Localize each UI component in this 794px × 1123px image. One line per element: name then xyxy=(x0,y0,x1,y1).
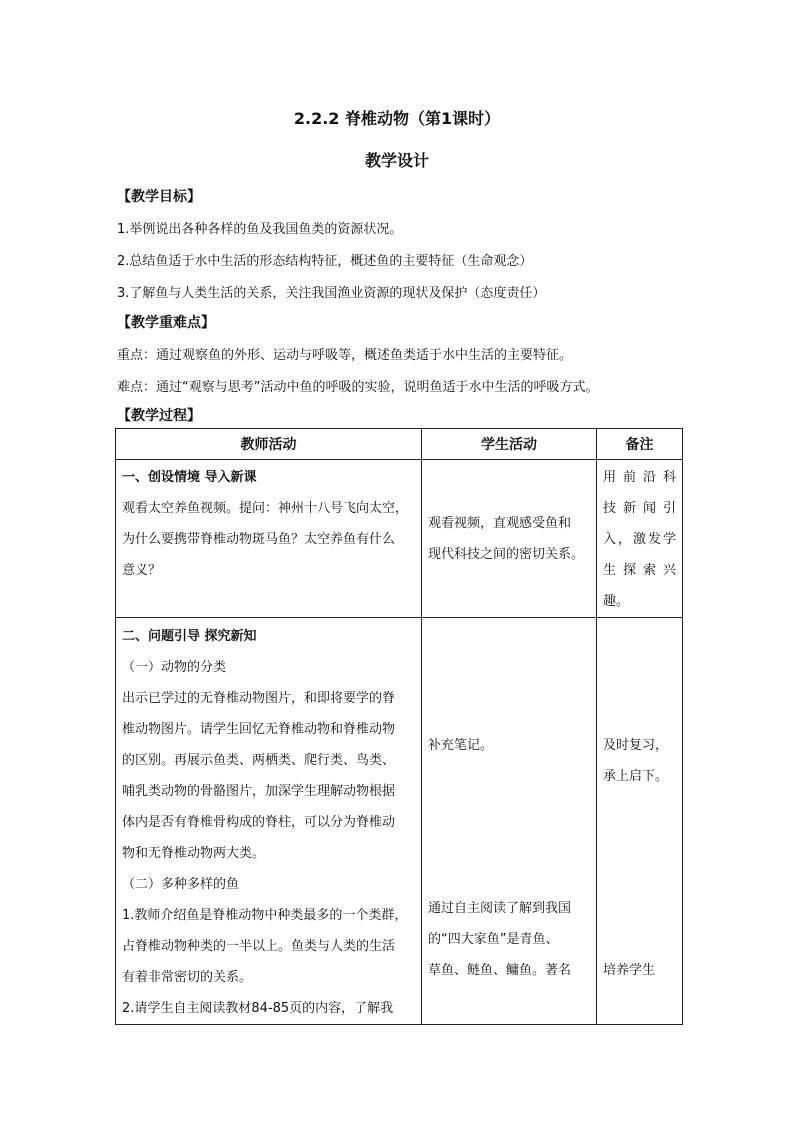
table-row xyxy=(116,460,683,618)
process-heading: 【教学过程】 xyxy=(117,408,201,424)
teacher-activity-cell xyxy=(116,618,422,1025)
text-line: 补充笔记。 xyxy=(428,738,494,753)
table-header-row xyxy=(116,429,683,460)
section-heading: 一、创设情境 导入新课 xyxy=(122,470,257,485)
text-line: 占脊椎动物种类的一半以上。鱼类与人类的生活 xyxy=(122,939,396,954)
text-line: 用前沿科 xyxy=(603,470,676,485)
note-cell xyxy=(597,618,683,1025)
section-heading: 二、问题引导 探究新知 xyxy=(122,629,257,644)
key-point-difficulty: 难点：通过“观察与思考”活动中鱼的呼吸的实验，说明鱼适于水中生活的呼吸方式。 xyxy=(117,380,599,395)
text-line: 培养学生 xyxy=(603,963,656,978)
column-header-note: 备注 xyxy=(597,429,683,460)
text-line: 草鱼、鲢鱼、鳙鱼。著名 xyxy=(428,963,572,978)
student-activity-cell xyxy=(422,618,597,1025)
process-table xyxy=(115,428,683,1025)
column-header-student: 学生活动 xyxy=(422,429,597,460)
student-activity-cell xyxy=(422,460,597,618)
text-line: 承上启下。 xyxy=(603,769,669,784)
goals-heading: 【教学目标】 xyxy=(117,189,201,205)
subsection-heading: （一）动物的分类 xyxy=(122,660,227,675)
table-row xyxy=(116,618,683,1025)
text-line: 观看太空养鱼视频。提问：神州十八号飞向太空， xyxy=(122,501,409,516)
text-line: 的区别。再展示鱼类、两栖类、爬行类、鸟类、 xyxy=(122,753,396,768)
text-line: 意义？ xyxy=(122,563,162,578)
goal-item-1: 1.举例说出各种各样的鱼及我国鱼类的资源状况。 xyxy=(117,222,403,237)
text-line: 哺乳类动物的骨骼图片，加深学生理解动物根据 xyxy=(122,784,396,799)
text-line: 为什么要携带脊椎动物斑马鱼？太空养鱼有什么 xyxy=(122,532,396,547)
text-line: 的“四大家鱼”是青鱼、 xyxy=(428,932,559,947)
text-line: 1.教师介绍鱼是脊椎动物中种类最多的一个类群， xyxy=(122,908,408,923)
text-line: 体内是否有脊椎骨构成的脊柱，可以分为脊椎动 xyxy=(122,815,396,830)
key-points-heading: 【教学重难点】 xyxy=(117,315,215,331)
goal-item-2: 2.总结鱼适于水中生活的形态结构特征，概述鱼的主要特征（生命观念） xyxy=(117,254,533,269)
text-line: 趣。 xyxy=(603,594,630,609)
subsection-heading: （二）多种多样的鱼 xyxy=(122,877,240,892)
teacher-activity-cell xyxy=(116,460,422,618)
text-line: 及时复习， xyxy=(603,738,669,753)
text-line: 技新闻引 xyxy=(603,501,676,516)
text-line: 现代科技之间的密切关系。 xyxy=(428,547,585,562)
text-line: 生探索兴 xyxy=(603,563,676,578)
key-point-focus: 重点：通过观察鱼的外形、运动与呼吸等，概述鱼类适于水中生活的主要特征。 xyxy=(117,348,573,363)
text-line: 椎动物图片。请学生回忆无脊椎动物和脊椎动物 xyxy=(122,722,396,737)
text-line: 观看视频，直观感受鱼和 xyxy=(428,516,572,531)
text-line: 入，激发学 xyxy=(603,532,676,547)
text-line: 有着非常密切的关系。 xyxy=(122,970,253,985)
text-line: 物和无脊椎动物两大类。 xyxy=(122,846,266,861)
note-cell xyxy=(597,460,683,618)
text-line: 通过自主阅读了解到我国 xyxy=(428,901,572,916)
text-line: 2.请学生自主阅读教材84-85页的内容，了解我 xyxy=(122,1001,394,1016)
text-line: 出示已学过的无脊椎动物图片，和即将要学的脊 xyxy=(122,691,396,706)
page-subtitle: 教学设计 xyxy=(364,151,429,170)
page-title: 2.2.2 脊椎动物（第1课时） xyxy=(293,109,501,128)
goal-item-3: 3.了解鱼与人类生活的关系，关注我国渔业资源的现状及保护（态度责任） xyxy=(117,286,546,301)
column-header-teacher: 教师活动 xyxy=(116,429,422,460)
